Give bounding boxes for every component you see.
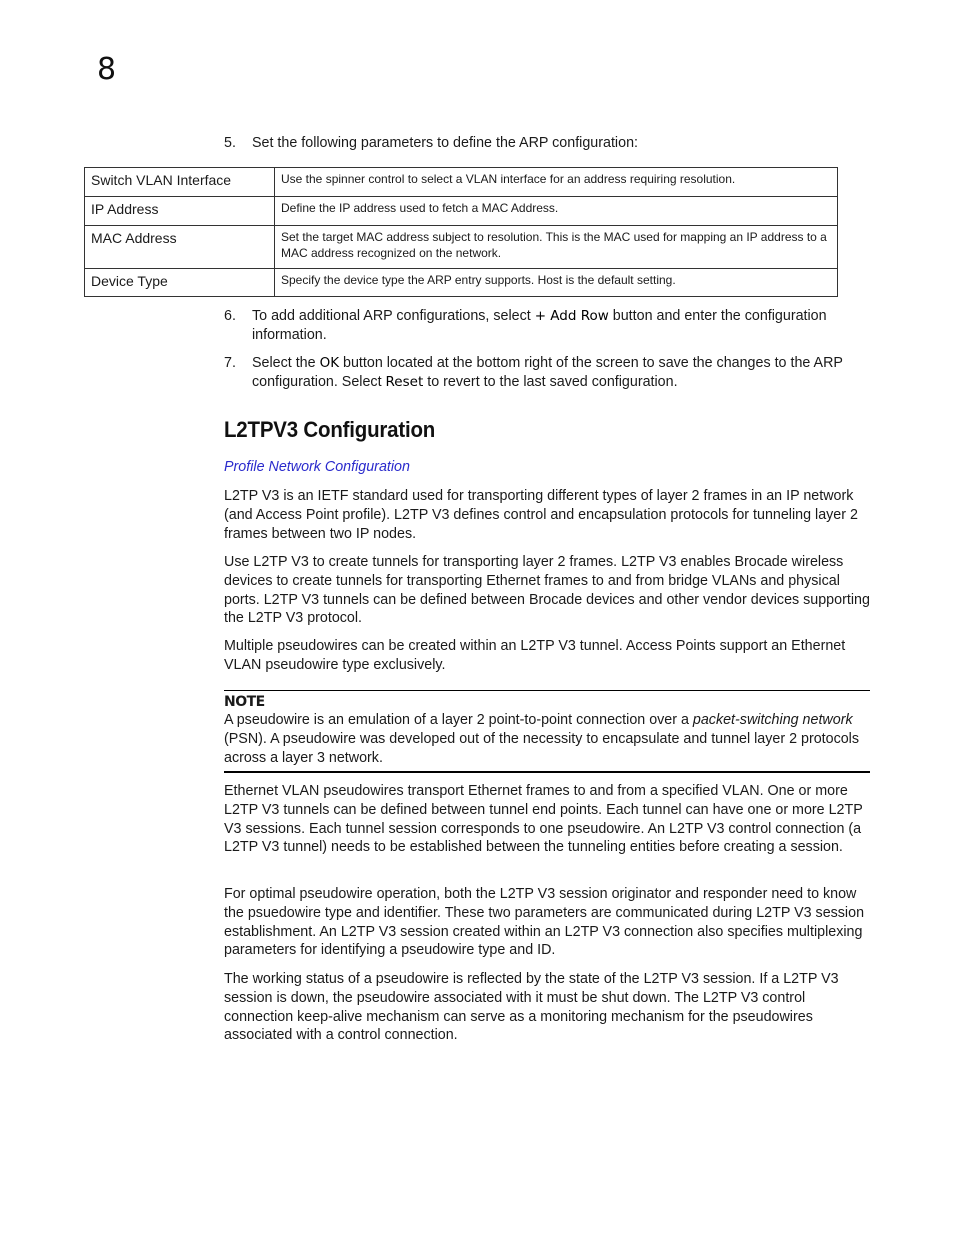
paragraph: The working status of a pseudowire is reflected by the state of the L2TP V3 session. If a L2TP V3 session is down, the pseudowire associated with it must be shut down. The L2TP V3 control connection keep-alive mechanism can serve as a monitoring mechanism for the pseudowires associated with a control connection.	[224, 971, 839, 1044]
step-text	[252, 307, 874, 345]
step-7	[224, 354, 874, 392]
paragraph: Use L2TP V3 to create tunnels for transporting layer 2 frames. L2TP V3 enables Brocade wireless devices to create tunnels for transporting Ethernet frames to and from bridge VLANs and physical ports. L2TP V3 tunnels can be defined between Brocade devices and other vendor devices supporting the L2TP V3 protocol.	[224, 554, 870, 627]
param-description: Set the target MAC address subject to resolution. This is the MAC used for mapping an IP address to a MAC address recognized on the network.	[275, 226, 838, 269]
step-text-part: To add additional ARP configurations, select	[252, 308, 535, 324]
paragraph: Multiple pseudowires can be created within an L2TP V3 tunnel. Access Points support an Ethernet VLAN pseudowire type exclusively.	[224, 638, 846, 673]
step-text-part: button located at the bottom right of the screen to save the changes to the ARP configuration. Select	[252, 355, 843, 390]
note-text-part: A pseudowire is an emulation of a layer 2 point-to-point connection over a	[224, 712, 693, 728]
ok-button-ref: OK	[319, 355, 340, 371]
param-description: Define the IP address used to fetch a MAC Address.	[275, 197, 838, 226]
param-name: Device Type	[85, 269, 275, 297]
param-name: IP Address	[85, 197, 275, 226]
paragraph: For optimal pseudowire operation, both the L2TP V3 session originator and responder need to know the psuedowire type and identifier. These two parameters are communicated during L2TP V3 session establishment. An L2TP V3 session created within an L2TP V3 connection also specifies multiplexing parameters for identifying a pseudowire type and ID.	[224, 886, 865, 959]
table-row	[85, 226, 838, 269]
step-number: 7.	[224, 355, 236, 371]
param-name: MAC Address	[85, 226, 275, 269]
step-5	[224, 134, 874, 153]
table-row	[85, 168, 838, 197]
arp-parameters-table	[84, 167, 838, 297]
table-row	[85, 269, 838, 297]
paragraph: Ethernet VLAN pseudowires transport Ethernet frames to and from a specified VLAN. One or more L2TP V3 tunnels can be defined between tunnel end points. Each tunnel can have one or more L2TP V3 sessions. Each tunnel session corresponds to one pseudowire. An L2TP V3 control connection (a L2TP V3 tunnel) needs to be established between the tunneling entities before creating a session.	[224, 783, 863, 856]
step-text: Set the following parameters to define the ARP configuration:	[252, 135, 638, 151]
chapter-number: 8	[97, 52, 117, 87]
step-number: 6.	[224, 308, 236, 324]
note-heading: NOTE	[224, 694, 265, 710]
note-text-part: (PSN). A pseudowire was developed out of the necessity to encapsulate and tunnel layer 2 protocols across a layer 3 network.	[224, 730, 860, 766]
note-bottom-divider	[224, 771, 870, 773]
step-6	[224, 307, 874, 345]
param-description: Use the spinner control to select a VLAN interface for an address requiring resolution.	[275, 168, 838, 197]
step-text	[252, 354, 874, 392]
section-heading: L2TPV3 Configuration	[224, 417, 436, 442]
table-row	[85, 197, 838, 226]
reset-button-ref: Reset	[385, 374, 424, 390]
profile-network-configuration-link[interactable]: Profile Network Configuration	[224, 459, 410, 475]
note-text	[224, 711, 872, 767]
param-name: Switch VLAN Interface	[85, 168, 275, 197]
step-text-part: to revert to the last saved configuration.	[423, 374, 678, 390]
note-top-divider	[224, 690, 870, 691]
note-emphasis: packet-switching network	[692, 712, 853, 728]
param-description: Specify the device type the ARP entry supports. Host is the default setting.	[275, 269, 838, 297]
paragraph: L2TP V3 is an IETF standard used for transporting different types of layer 2 frames in an IP network (and Access Point profile). L2TP V3 defines control and encapsulation protocols for tunneling layer 2 frames between two IP nodes.	[224, 488, 858, 542]
step-text-part: Select the	[252, 355, 320, 371]
step-text-part: button and enter the configuration information.	[252, 308, 827, 343]
add-row-button-ref: + Add Row	[534, 308, 609, 324]
step-number: 5.	[224, 135, 236, 151]
